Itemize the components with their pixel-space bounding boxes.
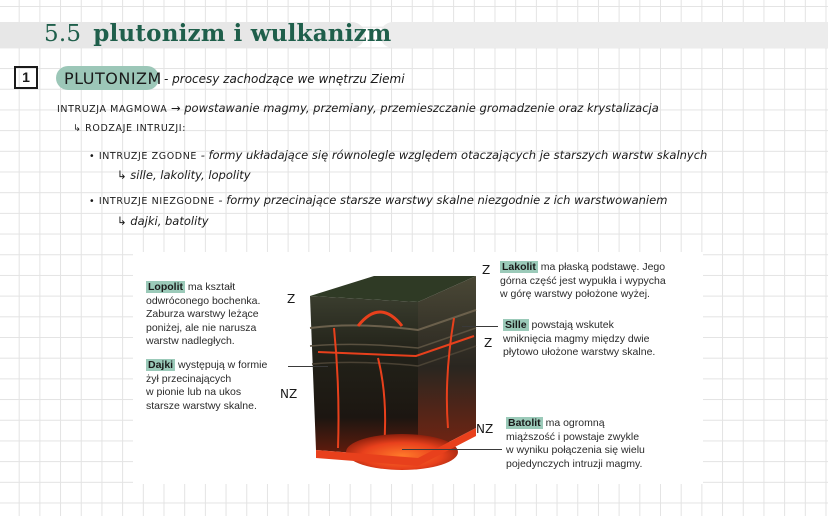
lopolit-line: Zaburza warstwy leżące [146, 308, 259, 320]
title-bar-extension [380, 22, 828, 48]
batolit-line: miąższość i powstaje zwykle [506, 430, 640, 443]
intruzja-line [57, 101, 659, 115]
dajki-line: starsze warstwy skalne. [146, 399, 257, 412]
batolit-caption [506, 417, 645, 471]
zgodne-line [89, 148, 707, 162]
intruzja-label: INTRUZJA MAGMOWA [57, 104, 168, 115]
batolit-leader-line [402, 449, 502, 450]
lakolit-mark: Z [482, 263, 491, 277]
block-side-face [418, 276, 476, 458]
rodzaje-heading: ↳ RODZAJE INTRUZJI: [73, 123, 187, 134]
lopolit-line: odwróconego bochenka. [146, 294, 261, 307]
lakolit-line: górna część jest wypukła i wypycha [500, 274, 666, 287]
section-definition: - procesy zachodzące we wnętrzu Ziemi [164, 72, 405, 86]
sille-line: wniknięcia magmy między dwie [503, 332, 650, 345]
lakolit-term: Lakolit [502, 261, 536, 273]
niezgodne-examples: ↳ dajki, batolity [117, 214, 209, 228]
sille-term: Sille [505, 319, 527, 331]
chapter-number: 5.5 [44, 21, 82, 47]
batolit-line: w wyniku połączenia się wielu [506, 444, 645, 456]
lakolit-line: w górę warstwy położone wyżej. [500, 288, 650, 300]
section-heading: PLUTONIZM [64, 69, 162, 88]
chapter-title: plutonizm i wulkanizm [93, 20, 392, 47]
intrusion-block-diagram [298, 268, 488, 478]
zgodne-text: - formy układające się równolegle względem otaczających je starszych warstw skalnych [200, 148, 708, 162]
batolit-text: ma ogromną [542, 417, 605, 429]
lopolit-mark: Z [287, 292, 296, 306]
batolit-mark: NZ [476, 422, 494, 436]
sille-mark: Z [484, 336, 493, 350]
lakolit-caption [500, 261, 666, 302]
sille-line: płytowo ułożone warstwy skalne. [503, 346, 656, 358]
niezgodne-line [89, 193, 667, 207]
lopolit-text: ma kształt [185, 281, 236, 293]
zgodne-examples: ↳ sille, lakolity, lopolity [117, 168, 251, 182]
lopolit-term: Lopolit [148, 281, 183, 293]
page-title [44, 20, 391, 47]
dajki-leader-line [288, 366, 328, 367]
batolit-term: Batolit [508, 417, 541, 429]
dajki-caption [146, 359, 267, 413]
sille-text: powstają wskutek [528, 319, 614, 331]
sille-caption [503, 319, 655, 360]
intruzja-text: → powstawanie magmy, przemiany, przemieszczanie gromadzenie oraz krystalizacja [170, 101, 659, 115]
sille-leader-line [462, 326, 498, 327]
niezgodne-text: - formy przecinające starsze warstwy skalne niezgodnie z ich warstwowaniem [218, 193, 668, 207]
zgodne-label: • INTRUZJE ZGODNE [89, 151, 198, 162]
dajki-term: Dajki [148, 359, 174, 371]
section-number-box: 1 [14, 66, 38, 89]
dajki-line: w pionie lub na ukos [146, 386, 242, 398]
lakolit-text: ma płaską podstawę. Jego [537, 261, 666, 273]
lopolit-line: poniżej, ale nie narusza [146, 321, 257, 334]
dajki-mark: NZ [280, 387, 298, 401]
batolit-line: pojedynczych intruzji magmy. [506, 457, 643, 470]
lopolit-line: warstw nadległych. [146, 335, 235, 347]
dajki-line: żył przecinających [146, 372, 232, 385]
dajki-text: występują w formie [175, 359, 268, 371]
niezgodne-label: • INTRUZJE NIEZGODNE [89, 196, 215, 207]
lopolit-caption [146, 281, 260, 349]
